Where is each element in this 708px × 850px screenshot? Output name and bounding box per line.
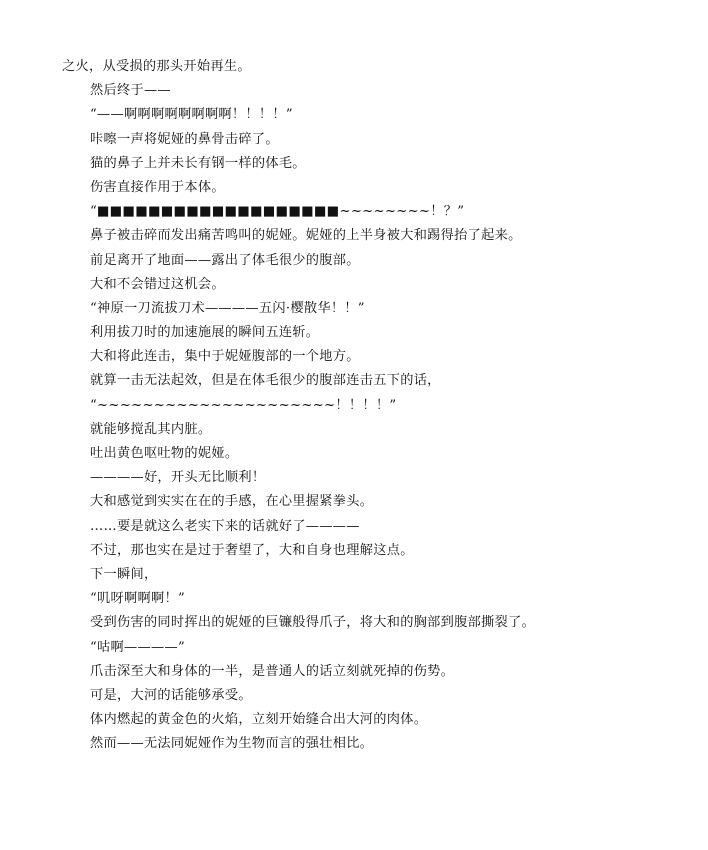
body-text xyxy=(62,55,692,756)
text-line: 就能够搅乱其内脏。 xyxy=(90,421,212,437)
text-line: 吐出黄色呕吐物的妮娅。 xyxy=(90,446,239,461)
dialogue-line: “咕啊————” xyxy=(90,639,186,655)
text-line: 之火，从受损的那头开始再生。 xyxy=(62,59,251,74)
text-line: 鼻子被击碎而发出痛苦鸣叫的妮娅。妮娅的上半身被大和踢得抬了起来。 xyxy=(90,228,522,244)
text-line: 就算一击无法起效，但是在体毛很少的腹部连击五下的话， xyxy=(90,373,441,389)
text-line: 猫的鼻子上并未长有钢一样的体毛。 xyxy=(90,155,306,171)
text-line: ————好，开头无比顺利！ xyxy=(90,470,266,486)
text-line: 体内燃起的黄金色的火焰，立刻开始缝合出大河的肉体。 xyxy=(90,712,428,728)
dialogue-line: “~~~~~~~~~~~~~~~~~~~~~！！！！” xyxy=(90,397,397,413)
dialogue-line: “——啊啊啊啊啊啊啊啊！！！！” xyxy=(90,107,293,123)
text-line: 然后终于—— xyxy=(90,83,171,99)
text-line: 大和将此连击，集中于妮娅腹部的一个地方。 xyxy=(90,349,360,365)
text-line: 然而——无法同妮娅作为生物而言的强壮相比。 xyxy=(90,736,374,752)
text-line: 爪击深至大和身体的一半，是普通人的话立刻就死掉的伤势。 xyxy=(90,663,455,679)
text-line: 下一瞬间， xyxy=(90,566,158,582)
text-line: 前足离开了地面——露出了体毛很少的腹部。 xyxy=(90,252,360,268)
text-line: 不过，那也实在是过于奢望了，大和自身也理解这点。 xyxy=(90,542,414,558)
text-line: 受到伤害的同时挥出的妮娅的巨镰般得爪子，将大和的胸部到腹部撕裂了。 xyxy=(90,615,536,631)
dialogue-line: “叽呀啊啊啊！” xyxy=(90,591,186,607)
text-line: 可是，大河的话能够承受。 xyxy=(90,687,252,703)
dialogue-line: “神原一刀流拔刀术————五闪·樱散华！！” xyxy=(90,300,365,316)
text-line: 大和感觉到实实在在的手感，在心里握紧拳头。 xyxy=(90,494,374,510)
text-line: 大和不会错过这机会。 xyxy=(90,276,225,292)
text-line: 利用拔刀时的加速施展的瞬间五连斩。 xyxy=(90,325,320,341)
text-line: ……要是就这么老实下来的话就好了———— xyxy=(90,518,360,534)
dialogue-line: “■■■■■■■■■■■■■■■■■■■~~~~~~~~！？” xyxy=(90,204,465,220)
text-line: 伤害直接作用于本体。 xyxy=(90,179,225,195)
text-line: 咔嚓一声将妮娅的鼻骨击碎了。 xyxy=(90,131,279,147)
